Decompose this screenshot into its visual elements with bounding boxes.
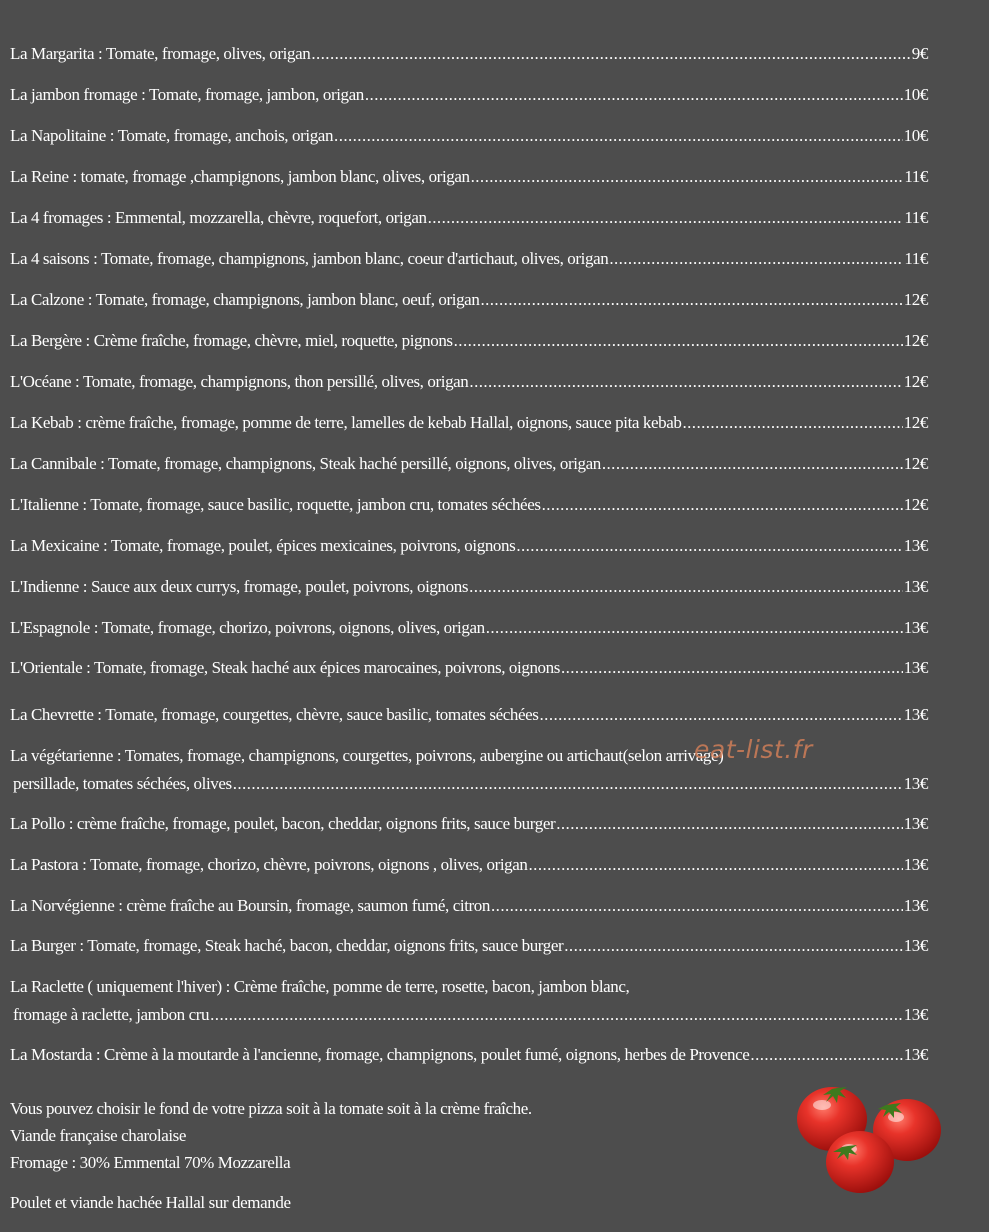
menu-item [10, 491, 928, 519]
pizza-ingredients: Tomate, fromage, champignons, thon persillé, olives, origan [82, 372, 469, 391]
pizza-ingredients: Tomate, fromage, poulet, épices mexicaines, poivrons, oignons [110, 536, 516, 555]
pizza-price: 12€ [903, 495, 928, 514]
pizza-name: La Norvégienne : [10, 896, 123, 915]
dot-leader [540, 701, 903, 729]
pizza-name: La Reine : [10, 167, 77, 186]
pizza-name: L'Indienne : [10, 577, 88, 596]
menu-item [10, 368, 928, 396]
pizza-price: 9€ [911, 44, 928, 63]
pizza-ingredients: Tomate, fromage, olives, origan [105, 44, 311, 63]
pizza-ingredients: tomate, fromage ,champignons, jambon blanc, olives, origan [80, 167, 470, 186]
pizza-ingredients: Tomate, fromage, jambon, origan [148, 85, 364, 104]
pizza-name: La 4 fromages : [10, 208, 112, 227]
pizza-ingredients: Emmental, mozzarella, chèvre, roquefort, origan [115, 208, 427, 227]
menu-item [10, 204, 928, 232]
dot-leader [210, 1001, 903, 1029]
menu-item [10, 1041, 928, 1069]
pizza-price: 13€ [903, 1005, 928, 1024]
pizza-price: 13€ [903, 814, 928, 833]
dot-leader [556, 810, 902, 838]
menu-item [10, 892, 928, 920]
menu-item [10, 163, 928, 191]
pizza-name: La Raclette ( uniquement l'hiver) : [10, 977, 230, 996]
pizza-name: La Bergère : [10, 331, 90, 350]
pizza-ingredients: crème fraîche, fromage, pomme de terre, lamelles de kebab Hallal, oignons, sauce pita kebab [85, 413, 682, 432]
pizza-price: 12€ [903, 413, 928, 432]
pizza-name: La Chevrette : [10, 705, 102, 724]
pizza-name: La 4 saisons : [10, 249, 98, 268]
menu-item [10, 409, 928, 437]
pizza-name: La jambon fromage : [10, 85, 146, 104]
menu-item [10, 851, 928, 879]
dot-leader [516, 532, 902, 560]
menu-item [10, 327, 928, 355]
dot-leader [334, 122, 903, 150]
pizza-name: La Cannibale : [10, 454, 105, 473]
pizza-price: 13€ [903, 577, 928, 596]
menu-item [10, 532, 928, 560]
pizza-name: L'Océane : [10, 372, 80, 391]
footer-note-hallal: Poulet et viande hachée Hallal sur demande [10, 1193, 291, 1212]
dot-leader [365, 81, 903, 109]
pizza-name: La Pastora : [10, 855, 87, 874]
pizza-ingredients: Crème fraîche, fromage, chèvre, miel, roquette, pignons [93, 331, 453, 350]
menu-item [10, 245, 928, 273]
pizza-name: La Mexicaine : [10, 536, 108, 555]
pizza-price: 10€ [903, 85, 928, 104]
pizza-ingredients: Tomate, fromage, champignons, jambon blanc, coeur d'artichaut, olives, origan [100, 249, 609, 268]
dot-leader [486, 614, 903, 642]
menu-item [10, 40, 928, 68]
pizza-price: 13€ [903, 705, 928, 724]
menu-item [10, 81, 928, 109]
pizza-ingredients: Crème à la moutarde à l'ancienne, fromage, champignons, poulet fumé, oignons, herbes de Provence [104, 1045, 750, 1064]
pizza-ingredients: Tomates, fromage, champignons, courgettes, poivrons, aubergine ou artichaut(selon arrivage) [124, 746, 724, 765]
dot-leader [542, 491, 903, 519]
dot-leader [564, 932, 902, 960]
pizza-ingredients: Crème fraîche, pomme de terre, rosette, bacon, jambon blanc, [233, 977, 630, 996]
tomatoes-icon [790, 1075, 950, 1200]
pizza-name: La Margarita : [10, 44, 103, 63]
pizza-name: L'Espagnole : [10, 618, 99, 637]
pizza-ingredients: Tomate, fromage, champignons, Steak haché persillé, oignons, olives, origan [108, 454, 601, 473]
pizza-ingredients: Tomate, fromage, courgettes, chèvre, sauce basilic, tomates séchées [105, 705, 539, 724]
menu-item [10, 614, 928, 642]
dot-leader [480, 286, 902, 314]
dot-leader [491, 892, 903, 920]
pizza-price: 13€ [903, 658, 928, 677]
pizza-price: 11€ [904, 167, 928, 186]
dot-leader [471, 163, 904, 191]
footer-note-base: Vous pouvez choisir le fond de votre pizza soit à la tomate soit à la crème fraîche. [10, 1099, 532, 1118]
pizza-name: La Napolitaine : [10, 126, 115, 145]
pizza-name: La Kebab : [10, 413, 82, 432]
dot-leader [469, 368, 902, 396]
pizza-ingredients: crème fraîche, fromage, poulet, bacon, cheddar, oignons frits, sauce burger [76, 814, 556, 833]
pizza-ingredients: Tomate, fromage, champignons, jambon blanc, oeuf, origan [95, 290, 480, 309]
dot-leader [683, 409, 903, 437]
dot-leader [750, 1041, 902, 1069]
pizza-price: 12€ [903, 331, 928, 350]
footer-note-meat: Viande française charolaise [10, 1126, 187, 1145]
pizza-ingredients: Tomate, fromage, chorizo, chèvre, poivrons, oignons , olives, origan [89, 855, 528, 874]
pizza-price: 10€ [903, 126, 928, 145]
pizza-price: 13€ [903, 896, 928, 915]
pizza-price: 11€ [904, 249, 928, 268]
dot-leader [609, 245, 903, 273]
dot-leader [233, 770, 903, 798]
footer-note-cheese: Fromage : 30% Emmental 70% Mozzarella [10, 1153, 291, 1172]
menu-item [10, 286, 928, 314]
dot-leader [561, 654, 903, 682]
menu-item [10, 450, 928, 478]
pizza-ingredients: Tomate, fromage, chorizo, poivrons, oignons, olives, origan [101, 618, 485, 637]
pizza-ingredients-continued: persillade, tomates séchées, olives [13, 774, 232, 793]
menu-footer-notes [10, 1095, 532, 1216]
pizza-name: La Calzone : [10, 290, 93, 309]
pizza-ingredients: Sauce aux deux currys, fromage, poulet, poivrons, oignons [90, 577, 469, 596]
dot-leader [311, 40, 910, 68]
pizza-price: 13€ [903, 936, 928, 955]
menu-item [10, 654, 928, 682]
menu-item [10, 810, 928, 838]
pizza-price: 12€ [903, 290, 928, 309]
pizza-name: La Pollo : [10, 814, 74, 833]
pizza-price: 13€ [903, 1045, 928, 1064]
menu-item [10, 973, 928, 1029]
pizza-price: 13€ [903, 618, 928, 637]
pizza-price: 12€ [903, 454, 928, 473]
pizza-price: 13€ [903, 855, 928, 874]
pizza-price: 11€ [904, 208, 928, 227]
pizza-ingredients: Tomate, fromage, sauce basilic, roquette, jambon cru, tomates séchées [90, 495, 541, 514]
menu-item [10, 932, 928, 960]
pizza-name: La Mostarda : [10, 1045, 101, 1064]
pizza-ingredients: crème fraîche au Boursin, fromage, saumon fumé, citron [126, 896, 491, 915]
pizza-ingredients: Tomate, fromage, Steak haché aux épices marocaines, poivrons, oignons [94, 658, 560, 677]
menu-item [10, 122, 928, 150]
pizza-name: L'Italienne : [10, 495, 87, 514]
pizza-ingredients: Tomate, fromage, Steak haché, bacon, cheddar, oignons frits, sauce burger [87, 936, 564, 955]
watermark: eat-list.fr [694, 735, 813, 764]
pizza-name: La Burger : [10, 936, 84, 955]
pizza-name: L'Orientale : [10, 658, 91, 677]
menu-item [10, 701, 928, 729]
pizza-name: La végétarienne : [10, 746, 122, 765]
dot-leader [454, 327, 903, 355]
menu-item [10, 573, 928, 601]
pizza-price: 13€ [903, 536, 928, 555]
dot-leader [469, 573, 903, 601]
dot-leader [529, 851, 903, 879]
pizza-ingredients-continued: fromage à raclette, jambon cru [13, 1005, 210, 1024]
dot-leader [602, 450, 903, 478]
dot-leader [428, 204, 904, 232]
pizza-ingredients: Tomate, fromage, anchois, origan [117, 126, 334, 145]
pizza-price: 13€ [903, 774, 928, 793]
pizza-price: 12€ [903, 372, 928, 391]
